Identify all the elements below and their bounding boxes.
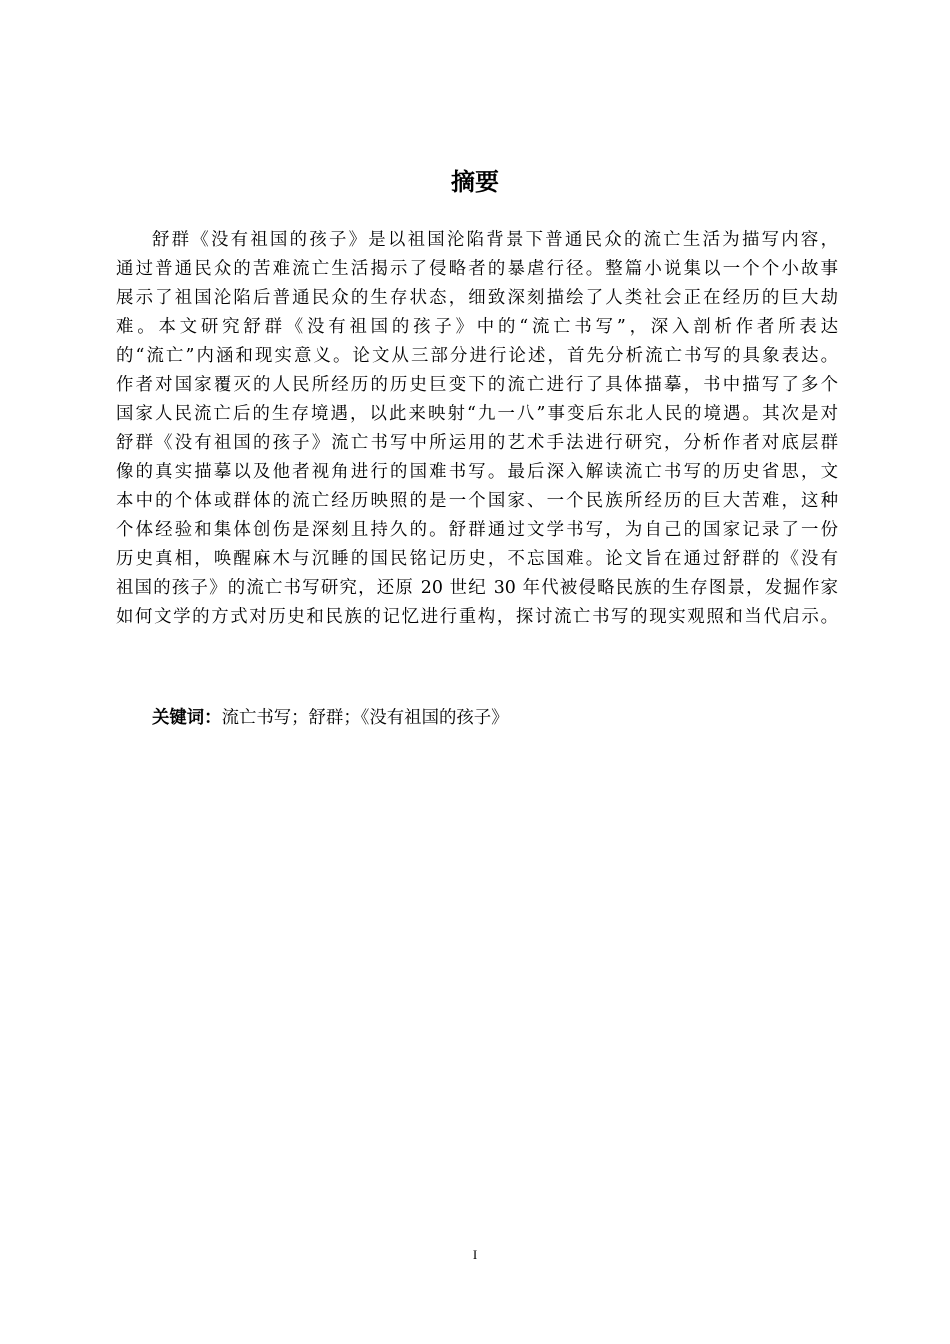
- abstract-line: 展示了祖国沦陷后普通民众的生存状态，细致深刻描绘了人类社会正在经历的巨大劫: [116, 288, 838, 308]
- abstract-title: 摘要: [451, 168, 499, 196]
- keywords: [152, 705, 509, 731]
- abstract-line: 作者对国家覆灭的人民所经历的历史巨变下的流亡进行了具体描摹，书中描写了多个: [116, 375, 838, 395]
- abstract-line: 历史真相，唤醒麻木与沉睡的国民铭记历史，不忘国难。论文旨在通过舒群的《没有: [116, 549, 838, 569]
- keywords-label: 关键词：: [152, 708, 222, 728]
- abstract-body: [116, 226, 838, 632]
- abstract-line: 难。本文研究舒群《没有祖国的孩子》中的“流亡书写”，深入剖析作者所表达: [116, 317, 838, 337]
- abstract-line: 舒群《没有祖国的孩子》是以祖国沦陷背景下普通民众的流亡生活为描写内容，: [152, 230, 838, 250]
- abstract-line: 通过普通民众的苦难流亡生活揭示了侵略者的暴虐行径。整篇小说集以一个个小故事: [116, 259, 838, 279]
- abstract-line: 祖国的孩子》的流亡书写研究，还原 20 世纪 30 年代被侵略民族的生存图景，发掘作家: [116, 578, 838, 598]
- abstract-line: 像的真实描摹以及他者视角进行的国难书写。最后深入解读流亡书写的历史省思，文: [116, 462, 838, 482]
- page-number: I: [472, 1247, 478, 1262]
- abstract-line: 个体经验和集体创伤是深刻且持久的。舒群通过文学书写，为自己的国家记录了一份: [116, 520, 838, 540]
- abstract-line: 国家人民流亡后的生存境遇，以此来映射“九一八”事变后东北人民的境遇。其次是对: [116, 404, 838, 424]
- keywords-value: 流亡书写；舒群；《没有祖国的孩子》: [221, 708, 509, 728]
- abstract-line: 如何文学的方式对历史和民族的记忆进行重构，探讨流亡书写的现实观照和当代启示。: [116, 607, 838, 627]
- abstract-line: 舒群《没有祖国的孩子》流亡书写中所运用的艺术手法进行研究，分析作者对底层群: [116, 433, 838, 453]
- abstract-line: 本中的个体或群体的流亡经历映照的是一个国家、一个民族所经历的巨大苦难，这种: [116, 491, 838, 511]
- abstract-line: 的“流亡”内涵和现实意义。论文从三部分进行论述，首先分析流亡书写的具象表达。: [116, 346, 838, 366]
